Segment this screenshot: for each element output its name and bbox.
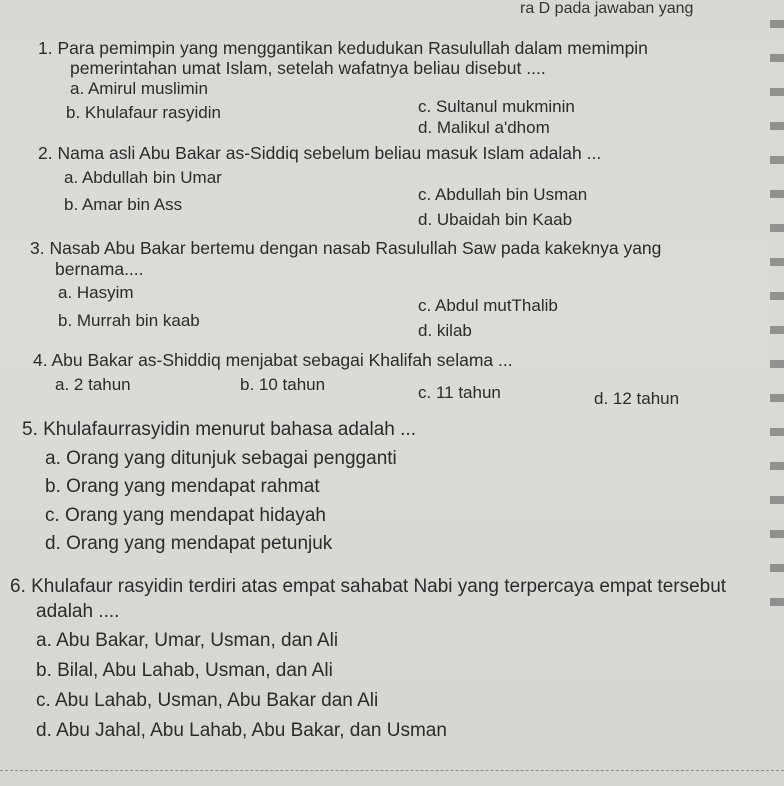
- question-2-line-1: 2. Nama asli Abu Bakar as-Siddiq sebelum beliau masuk Islam adalah ...: [38, 143, 602, 163]
- dashed-divider: [0, 770, 784, 771]
- question-1-option-d: d. Malikul a'dhom: [418, 118, 550, 137]
- question-2-option-b: b. Amar bin Ass: [64, 195, 183, 214]
- question-5-option-d: d. Orang yang mendapat petunjuk: [45, 533, 333, 554]
- question-5-option-a: a. Orang yang ditunjuk sebagai pengganti: [45, 448, 397, 469]
- question-1-option-c: c. Sultanul mukminin: [418, 97, 575, 116]
- question-2-option-d: d. Ubaidah bin Kaab: [418, 210, 573, 229]
- question-5-line-1: 5. Khulafaurrasyidin menurut bahasa adalah ...: [22, 419, 416, 440]
- question-6-option-b: b. Bilal, Abu Lahab, Usman, dan Ali: [36, 660, 333, 681]
- question-2-option-a: a. Abdullah bin Umar: [64, 168, 222, 187]
- question-4-option-b: b. 10 tahun: [240, 375, 326, 394]
- question-4-option-a: a. 2 tahun: [55, 375, 131, 394]
- question-4-option-c: c. 11 tahun: [418, 383, 501, 402]
- question-3-option-b: b. Murrah bin kaab: [58, 311, 200, 330]
- question-3-option-a: a. Hasyim: [58, 283, 134, 302]
- header-fragment: ra D pada jawaban yang: [520, 0, 694, 17]
- question-6-line-1: 6. Khulafaur rasyidin terdiri atas empat sahabat Nabi yang terpercaya empat tersebut: [10, 576, 727, 597]
- question-4-option-d: d. 12 tahun: [594, 389, 680, 408]
- question-6-option-d: d. Abu Jahal, Abu Lahab, Abu Bakar, dan Usman: [36, 720, 447, 741]
- question-6-option-a: a. Abu Bakar, Umar, Usman, dan Ali: [36, 630, 339, 651]
- question-1-line-1: 1. Para pemimpin yang menggantikan kedudukan Rasulullah dalam memimpin: [38, 38, 648, 58]
- question-5-option-b: b. Orang yang mendapat rahmat: [45, 476, 320, 497]
- question-2-option-c: c. Abdullah bin Usman: [418, 185, 588, 204]
- question-3-line-2: bernama....: [55, 259, 144, 279]
- question-6-line-2: adalah ....: [36, 601, 120, 622]
- question-3-option-c: c. Abdul mutThalib: [418, 296, 558, 315]
- question-3-option-d: d. kilab: [418, 321, 472, 340]
- question-1-option-a: a. Amirul muslimin: [70, 79, 208, 98]
- question-1-option-b: b. Khulafaur rasyidin: [66, 103, 221, 122]
- question-6-option-c: c. Abu Lahab, Usman, Abu Bakar dan Ali: [36, 690, 379, 711]
- page-edge-binding: [770, 20, 784, 620]
- question-1-line-2: pemerintahan umat Islam, setelah wafatnya beliau disebut ....: [70, 58, 546, 78]
- question-4-line-1: 4. Abu Bakar as-Shiddiq menjabat sebagai Khalifah selama ...: [33, 350, 513, 370]
- question-5-option-c: c. Orang yang mendapat hidayah: [45, 505, 326, 526]
- question-3-line-1: 3. Nasab Abu Bakar bertemu dengan nasab Rasulullah Saw pada kakeknya yang: [30, 238, 662, 258]
